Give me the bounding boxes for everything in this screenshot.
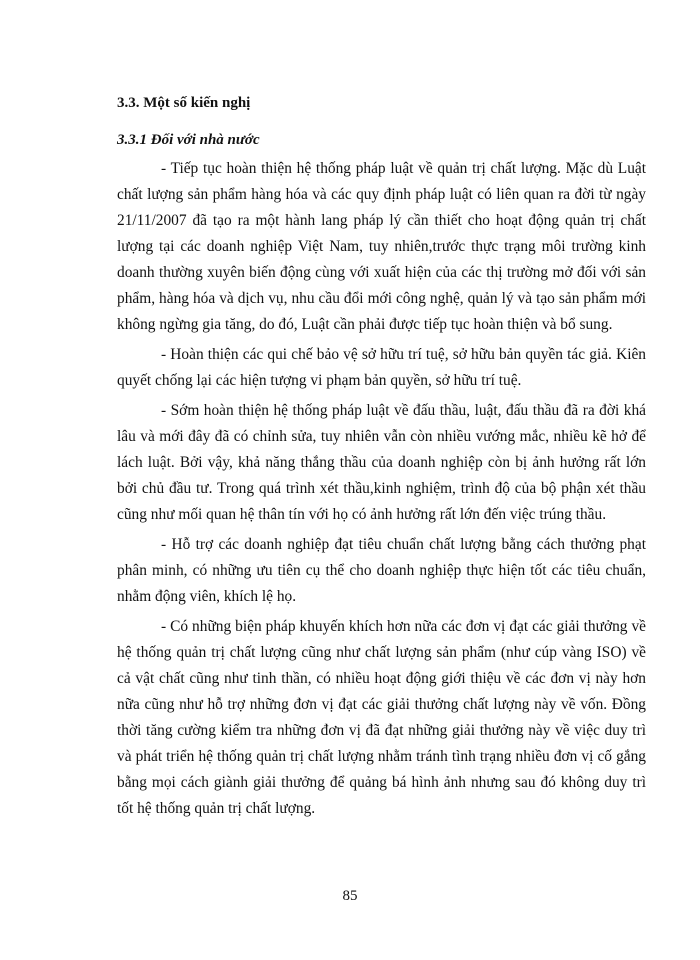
- page-number: 85: [342, 888, 358, 904]
- body-text: [117, 156, 646, 826]
- subsection-heading: 3.3.1 Đối với nhà nước: [117, 132, 260, 148]
- section-heading: 3.3. Một số kiến nghị: [117, 95, 251, 111]
- paragraph-legal-framework: - Tiếp tục hoàn thiện hệ thống pháp luật về quản trị chất lượng. Mặc dù Luật chất lượng sản phẩm hàng hóa và các quy định pháp luật có liên quan ra đời từ ngày 21/11/2007 đã tạo ra một hành lang pháp lý cần thiết cho hoạt động quản trị chất lượng tại các doanh nghiệp Việt Nam, tuy nhiên,trước thực trạng môi trường kinh doanh thường xuyên biến động cùng với xuất hiện của các thị trường mở đối với sản phẩm, hàng hóa và dịch vụ, nhu cầu đổi mới công nghệ, quản lý và tạo sản phẩm mới không ngừng gia tăng, do đó, Luật cần phải được tiếp tục hoàn thiện và bổ sung.: [117, 160, 646, 333]
- paragraph-bidding-law: - Sớm hoàn thiện hệ thống pháp luật về đấu thầu, luật, đấu thầu đã ra đời khá lâu và mới đây đã có chỉnh sửa, tuy nhiên vẫn còn nhiều vướng mắc, nhiều kẽ hở để lách luật. Bởi vậy, khả năng thắng thầu của doanh nghiệp còn bị ảnh hưởng rất lớn bởi chủ đầu tư. Trong quá trình xét thầu,kinh nghiệm, trình độ của bộ phận xét thầu cũng như mối quan hệ thân tín với họ có ảnh hưởng rất lớn đến việc trúng thầu.: [117, 402, 646, 523]
- paragraph-quality-awards: - Có những biện pháp khuyến khích hơn nữa các đơn vị đạt các giải thưởng về hệ thống quản trị chất lượng cũng như chất lượng sản phẩm (như cúp vàng ISO) về cả vật chất cũng như tinh thần, có nhiều hoạt động giới thiệu về các đơn vị này hơn nữa cũng như hỗ trợ những đơn vị đạt các giải thưởng chất lượng này về vốn. Đồng thời tăng cường kiểm tra những đơn vị đã đạt những giải thưởng này về việc duy trì và phát triển hệ thống quản trị chất lượng nhằm tránh tình trạng nhiều đơn vị cố gắng bằng mọi cách giành giải thưởng để quảng bá hình ảnh nhưng sau đó không duy trì tốt hệ thống quản trị chất lượng.: [117, 618, 646, 817]
- paragraph-intellectual-property: - Hoàn thiện các qui chế bảo vệ sở hữu trí tuệ, sở hữu bản quyền tác giả. Kiên quyết chống lại các hiện tượng vi phạm bản quyền, sở hữu trí tuệ.: [117, 346, 646, 389]
- paragraph-quality-support: - Hỗ trợ các doanh nghiệp đạt tiêu chuẩn chất lượng bằng cách thưởng phạt phân minh, có những ưu tiên cụ thể cho doanh nghiệp thực hiện tốt các tiêu chuẩn, nhằm động viên, khích lệ họ.: [117, 536, 646, 605]
